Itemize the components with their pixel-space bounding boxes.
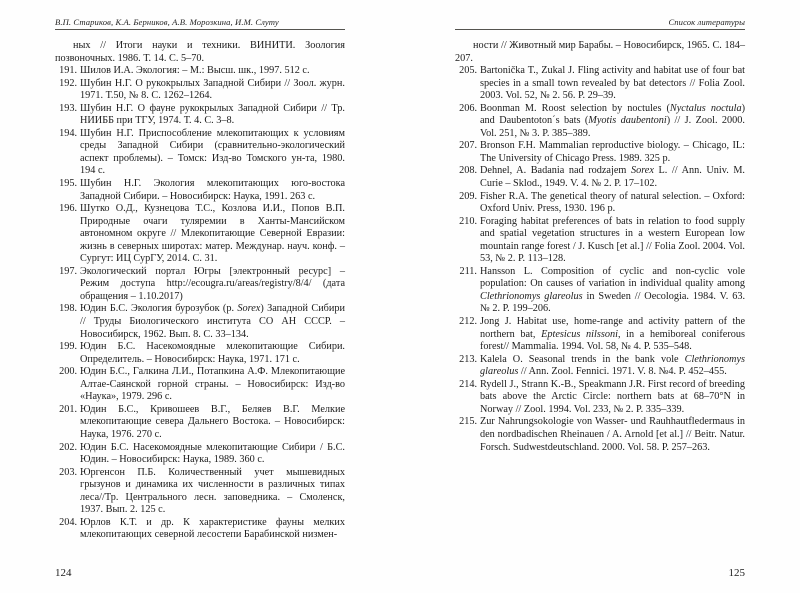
reference-item	[455, 379, 745, 417]
reference-item	[55, 78, 345, 103]
reference-number: 200.	[59, 366, 77, 378]
reference-text: Zur Nahrungsokologie von Wasser- und Rauhhautfledermaus in den nordbadischen Rheinauen / A. Arnold [et al.] // Beitr. Natur. Forsch. Sudwestdeutschland. 2000. Vol. 58. P. 257–263.	[480, 416, 745, 453]
reference-item	[55, 178, 345, 203]
reference-number: 196.	[59, 203, 77, 215]
reference-item	[455, 140, 745, 165]
reference-text: Шубин Н.Г. Приспособление млекопитающих к условиям среды Западной Сибири (сравнительно-экологический аспект проблемы). – Томск: Изд-во Томского ун-та, 1980. 194 с.	[80, 127, 345, 177]
reference-number: 203.	[59, 466, 77, 478]
reference-number: 215.	[459, 416, 477, 428]
reference-number: 193.	[59, 102, 77, 114]
left-page-number: 124	[55, 567, 72, 579]
reference-item	[455, 316, 745, 354]
reference-text: Юдин Б.С. Насекомоядные млекопитающие Сибири. Определитель. – Новосибирск: Наука, 1971. 171 с.	[80, 341, 345, 365]
right-reference-list	[455, 40, 745, 454]
reference-text: Boonman M. Roost selection by noctules (Nyctalus noctula) and Daubentoton´s bats (Myotis daubentoni) // J. Zool. 2000. Vol. 251, № 3. P. 385–389.	[480, 102, 745, 139]
continuation-paragraph: ных // Итоги науки и техники. ВИНИТИ. Зоология позвоночных. 1986. Т. 14. С. 5–70.	[55, 40, 345, 64]
reference-item	[455, 191, 745, 216]
reference-item	[55, 404, 345, 442]
reference-item	[455, 165, 745, 190]
reference-item	[455, 354, 745, 379]
continuation-paragraph: ности // Животный мир Барабы. – Новосибирск, 1965. С. 184–207.	[455, 40, 745, 64]
reference-item	[55, 266, 345, 304]
reference-number: 210.	[459, 215, 477, 227]
reference-text: Юдин Б.С. Насекомоядные млекопитающие Сибири / Б.С. Юдин. – Новосибирск: Наука, 1989. 360 с.	[80, 441, 345, 466]
reference-number: 214.	[459, 378, 477, 390]
right-header-rule	[455, 29, 745, 30]
reference-text: Юргенсон П.Б. Количественный учет мышевидных грызунов и динамика их численности в различных типах леса//Тр. Центрального лесн. заповедника. – Смоленск, 1937. Вып. 2. 125 с.	[80, 466, 345, 516]
reference-item	[55, 517, 345, 542]
reference-number: 199.	[59, 341, 77, 353]
reference-number: 201.	[59, 403, 77, 415]
reference-text: Юрлов К.Т. и др. К характеристике фауны мелких млекопитающих северной лесостепи Барабинской низмен-	[80, 516, 345, 541]
reference-text: Юдин Б.С., Галкина Л.И., Потапкина А.Ф. Млекопитающие Алтае-Саянской горной страны. – Новосибирск: Изд-во «Наука», 1979. 296 с.	[80, 366, 345, 403]
reference-text: Экологический портал Югры [электронный ресурс] – Режим доступа http://ecougra.ru/areas/registry/8/4/ (дата обращения – 1.10.2017)	[80, 265, 345, 302]
reference-item	[55, 303, 345, 341]
reference-text: Dehnel, A. Badania nad rodzajem Sorex L. // Ann. Univ. M. Curie – Sklod., 1949. V. 4. № 2. P. 17–102.	[480, 165, 745, 190]
reference-text: Kalela O. Seasonal trends in the bank vole Clethrionomys glareolus // Ann. Zool. Fennici. 1971. V. 8. №4. P. 452–455.	[480, 353, 745, 378]
reference-number: 205.	[459, 65, 477, 77]
reference-item	[55, 442, 345, 467]
right-page	[400, 0, 800, 593]
reference-text: Bronson F.H. Mammalian reproductive biology. – Chicago, IL: The University of Chicago Press. 1989. 325 p.	[480, 140, 745, 164]
reference-text: Foraging habitat preferences of bats in relation to food supply and spatial vegetation structures in a western European low mountain range forest / J. Kusch [et al.] // Folia Zool. 2004. Vol. 53, № 2. P. 113–128.	[480, 215, 745, 265]
reference-item	[55, 366, 345, 404]
reference-number: 191.	[59, 65, 77, 77]
reference-item	[55, 103, 345, 128]
reference-item	[455, 65, 745, 103]
reference-text: Шубин Н.Г. О рукокрылых Западной Сибири // Зоол. журн. 1971. Т.50, № 8. С. 1262–1264.	[80, 77, 345, 102]
reference-text: Rydell J., Strann K.-B., Speakmann J.R. First record of breeding bats above the Arctic Circle: northern bats at 68–70°N in Norway // Zool. 1994. Vol. 233, № 2. P. 335–339.	[480, 378, 745, 415]
reference-number: 194.	[59, 127, 77, 139]
reference-number: 207.	[459, 140, 477, 152]
reference-item	[55, 128, 345, 178]
reference-item	[455, 103, 745, 141]
right-running-head: Список литературы	[668, 17, 745, 27]
reference-number: 211.	[459, 265, 477, 277]
reference-text: Шилов И.А. Экология: – М.: Высш. шк., 1997. 512 с.	[80, 65, 310, 77]
reference-number: 202.	[59, 441, 77, 453]
reference-item	[455, 216, 745, 266]
reference-item	[55, 467, 345, 517]
reference-text: Шубин Н.Г. О фауне рукокрылых Западной Сибири // Тр. НИИББ при ТГУ, 1974. Т. 4. С. 3–8.	[80, 102, 345, 127]
reference-item	[455, 266, 745, 316]
reference-text: Fisher R.A. The genetical theory of natural selection. – Oxford: Oxford Univ. Press, 1930. 196 p.	[480, 190, 745, 215]
reference-number: 209.	[459, 190, 477, 202]
reference-text: Шутко О.Д., Кузнецова Т.С., Козлова И.И., Попов В.П. Природные очаги туляремии в Ханты-Мансийском автономном округе // Млекопитающие Северной Евразии: жизнь в северных широтах: матер. Междунар. науч. конф. – Сургут: ИЦ СурГУ, 2014. С. 31.	[80, 203, 345, 265]
reference-number: 192.	[59, 77, 77, 89]
reference-text: Юдин Б.С. Экология бурозубок (р. Sorex) Западной Сибири // Труды Биологического института СО АН СССР. – Новосибирск, 1962. Вып. 8. С. 33–134.	[80, 303, 345, 340]
reference-number: 212.	[459, 316, 477, 328]
reference-number: 206.	[459, 102, 477, 114]
reference-number: 195.	[59, 178, 77, 190]
reference-number: 197.	[59, 265, 77, 277]
reference-text: Bartonička T., Zukal J. Fling activity and habitat use of four bat species in a small town revealed by bat detectors // Folia Zool. 2003. Vol. 52, № 2. 56. P. 29–39.	[480, 65, 745, 102]
reference-item	[55, 65, 345, 78]
left-header-rule	[55, 29, 345, 30]
reference-item	[455, 416, 745, 454]
reference-number: 208.	[459, 165, 477, 177]
reference-number: 213.	[459, 353, 477, 365]
reference-text: Юдин Б.С., Кривошеев В.Г., Беляев В.Г. Мелкие млекопитающие севера Дальнего Востока. – Новосибирск: Наука, 1976. 270 с.	[80, 403, 345, 440]
reference-item	[55, 341, 345, 366]
right-page-number: 125	[728, 567, 745, 579]
reference-text: Hansson L. Composition of cyclic and non-cyclic vole population: On causes of variation in individual quality among Clethrionomys glareolus in Sweden // Oecologia. 1984. V. 63. № 2. P. 199–206.	[480, 265, 746, 315]
left-reference-list	[55, 40, 345, 542]
reference-number: 198.	[59, 303, 77, 315]
reference-item	[55, 203, 345, 266]
reference-text: Jong J. Habitat use, home-range and activity pattern of the northern bat, Eptesicus nilssoni, in a hemiboreal coniferous forest// Mammalia. 1994. Vol. 58, № 4. P. 535–548.	[480, 316, 746, 353]
reference-number: 204.	[59, 516, 77, 528]
left-running-head: В.П. Стариков, К.А. Берников, А.В. Морозкина, И.М. Слуту	[55, 17, 279, 27]
reference-text: Шубин Н.Г. Экология млекопитающих юго-востока Западной Сибири. – Новосибирск: Наука, 1991. 263 с.	[80, 178, 345, 202]
